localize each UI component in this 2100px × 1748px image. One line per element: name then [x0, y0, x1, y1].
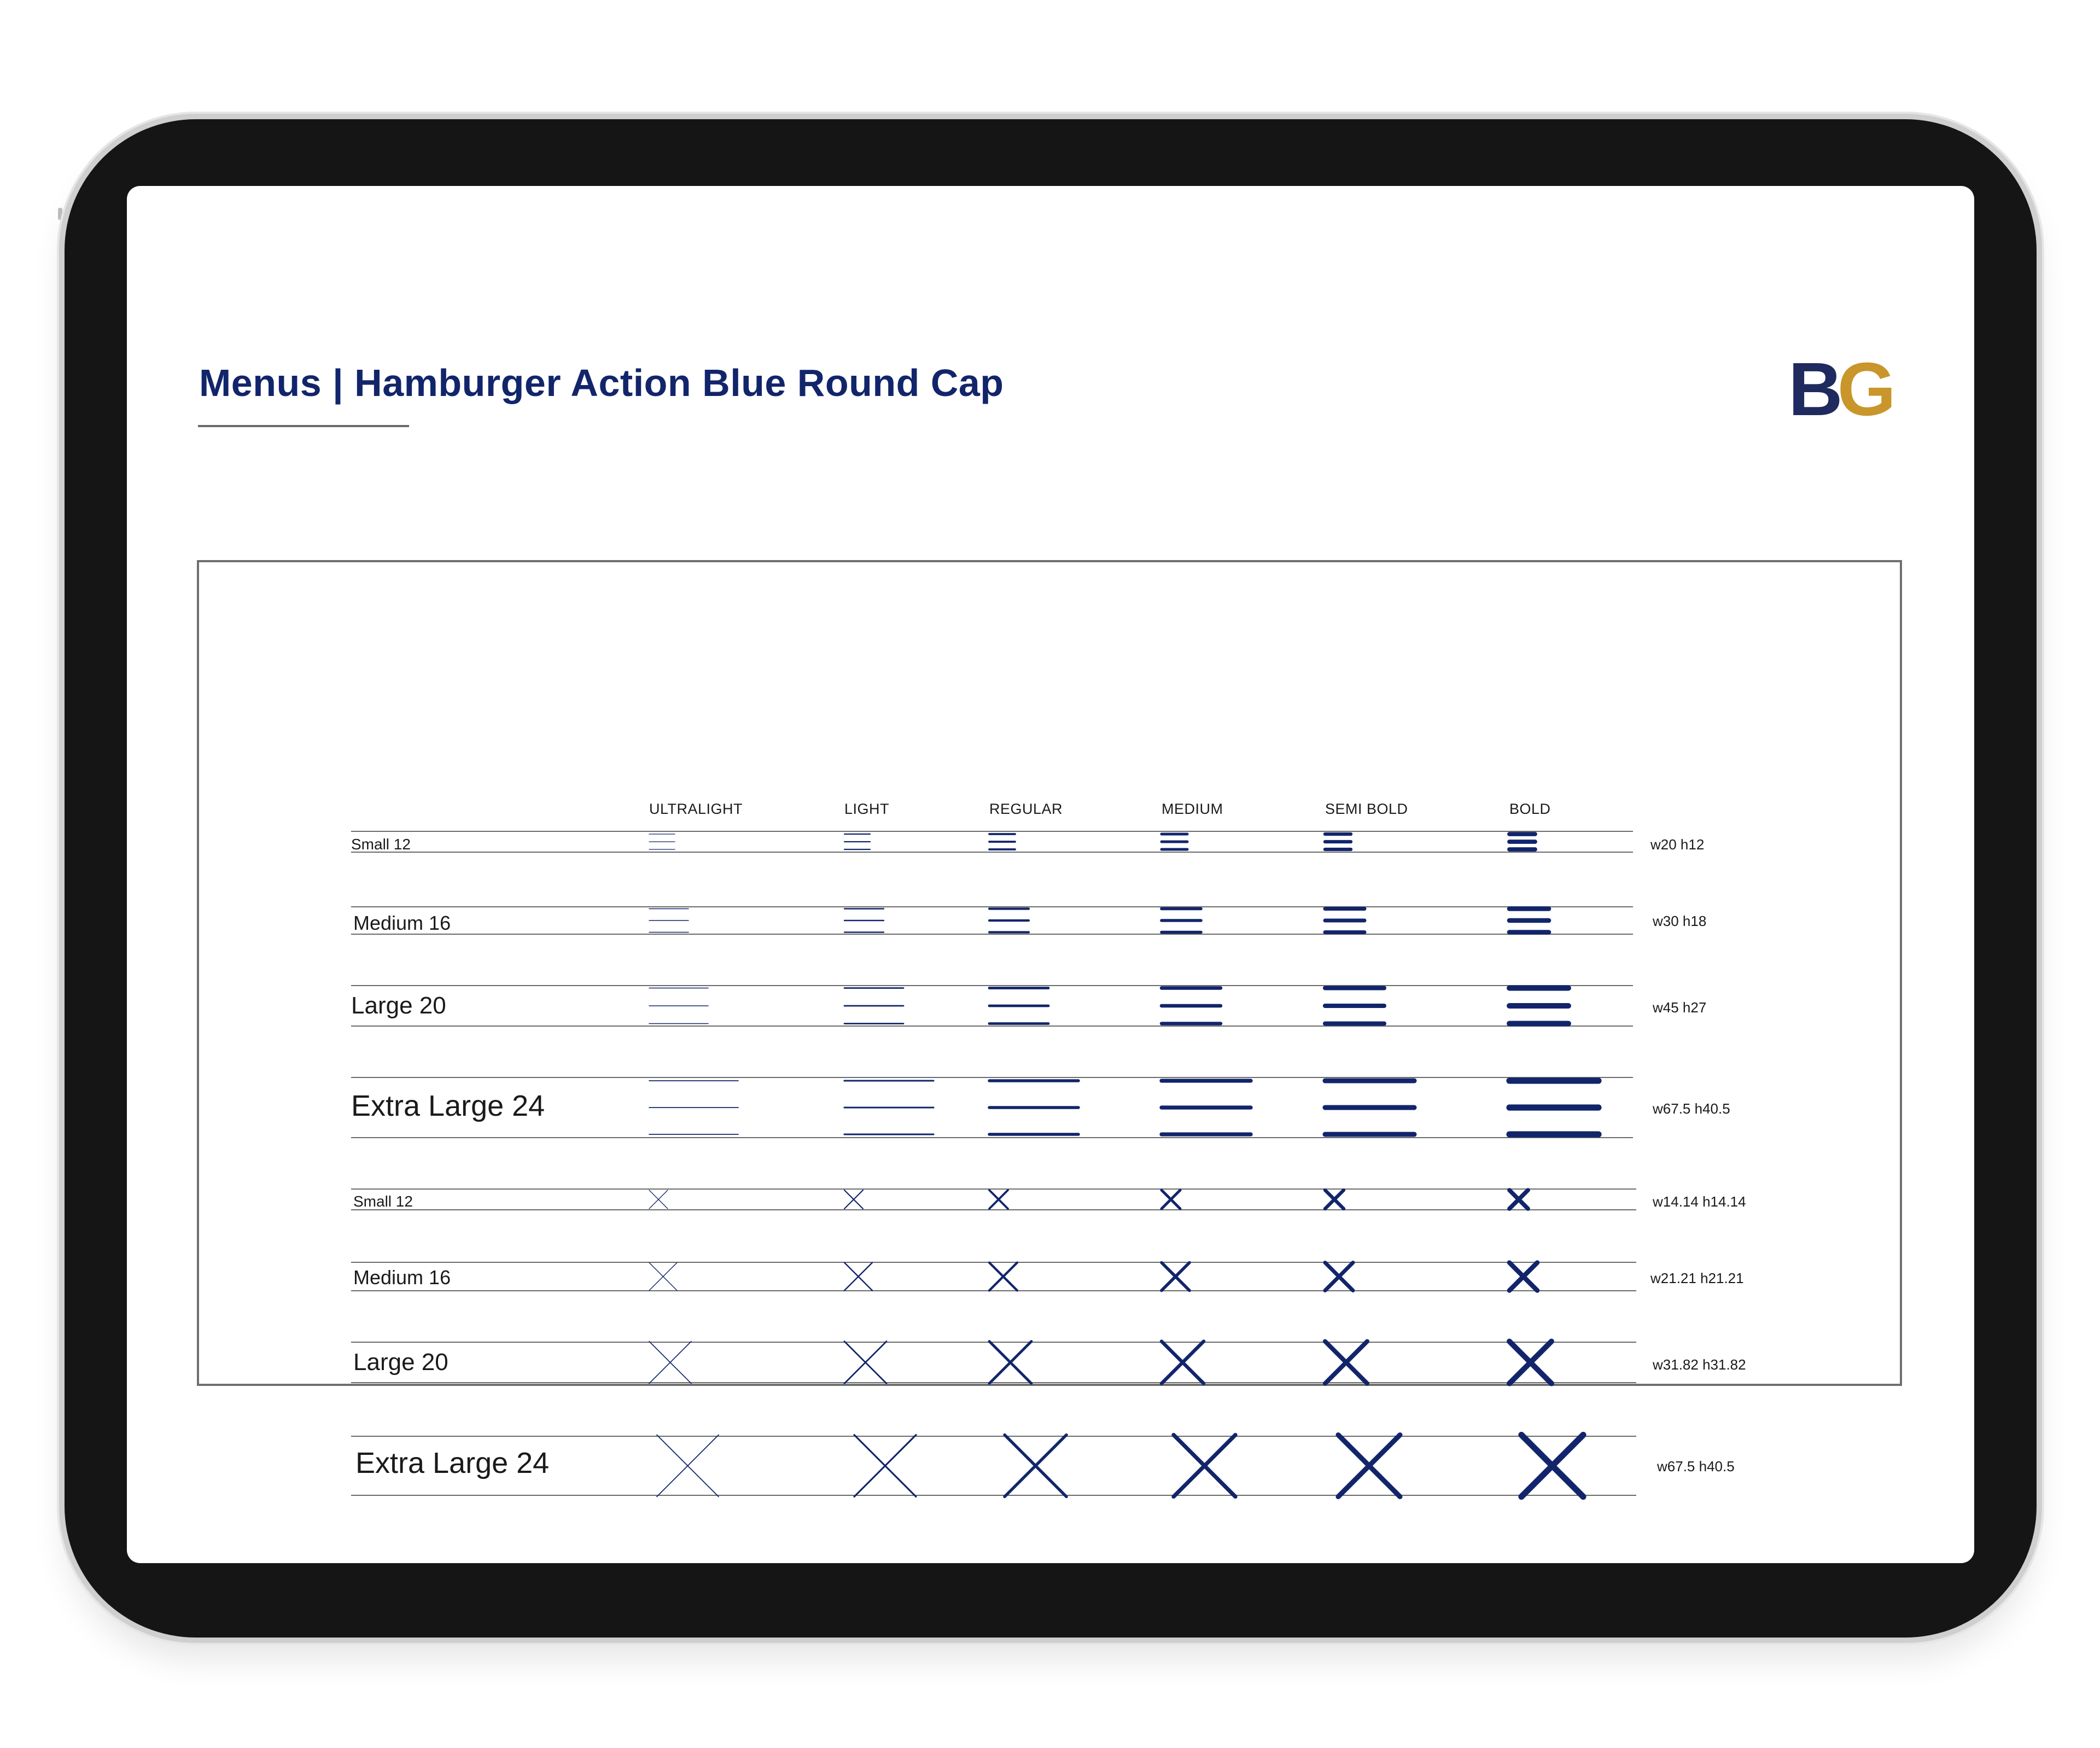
tablet-top-button-right: [285, 115, 357, 119]
close-row-label: Medium 16: [353, 1266, 451, 1289]
logo-letter-b: B: [1788, 347, 1838, 432]
logo-letter-g: G: [1837, 347, 1891, 432]
close-row-dimensions: w67.5 h40.5: [1657, 1458, 1735, 1475]
tablet-screen: [127, 186, 1974, 1563]
close-row-label: Extra Large 24: [355, 1447, 550, 1479]
icon-spec-table: [127, 186, 1974, 1563]
hamburger-row-label: Large 20: [351, 992, 446, 1019]
close-row-label: Small 12: [353, 1193, 413, 1210]
hamburger-row-dimensions: w20 h12: [1650, 836, 1705, 853]
hamburger-row-dimensions: w67.5 h40.5: [1653, 1100, 1730, 1117]
tablet-side-button: [58, 208, 62, 220]
column-header-bold: BOLD: [1509, 801, 1551, 817]
close-row-label: Large 20: [353, 1349, 448, 1376]
column-header-light: LIGHT: [844, 801, 890, 817]
close-row-dimensions: w21.21 h21.21: [1650, 1270, 1744, 1286]
tablet-top-button-left: [201, 115, 272, 119]
column-header-medium: MEDIUM: [1162, 801, 1223, 817]
hamburger-row-dimensions: w45 h27: [1653, 999, 1707, 1016]
hamburger-row-dimensions: w30 h18: [1653, 913, 1707, 929]
hamburger-row-label: Extra Large 24: [351, 1089, 545, 1122]
close-row-dimensions: w14.14 h14.14: [1653, 1193, 1746, 1210]
column-header-semi-bold: SEMI BOLD: [1325, 801, 1408, 817]
column-header-regular: REGULAR: [989, 801, 1063, 817]
page-title: Menus | Hamburger Action Blue Round Cap: [199, 362, 1004, 404]
hamburger-row-label: Medium 16: [353, 912, 451, 934]
column-header-ultralight: ULTRALIGHT: [649, 801, 743, 817]
hamburger-row-label: Small 12: [351, 836, 411, 853]
close-row-dimensions: w31.82 h31.82: [1653, 1356, 1746, 1373]
tablet-side-button-2: [58, 289, 62, 301]
